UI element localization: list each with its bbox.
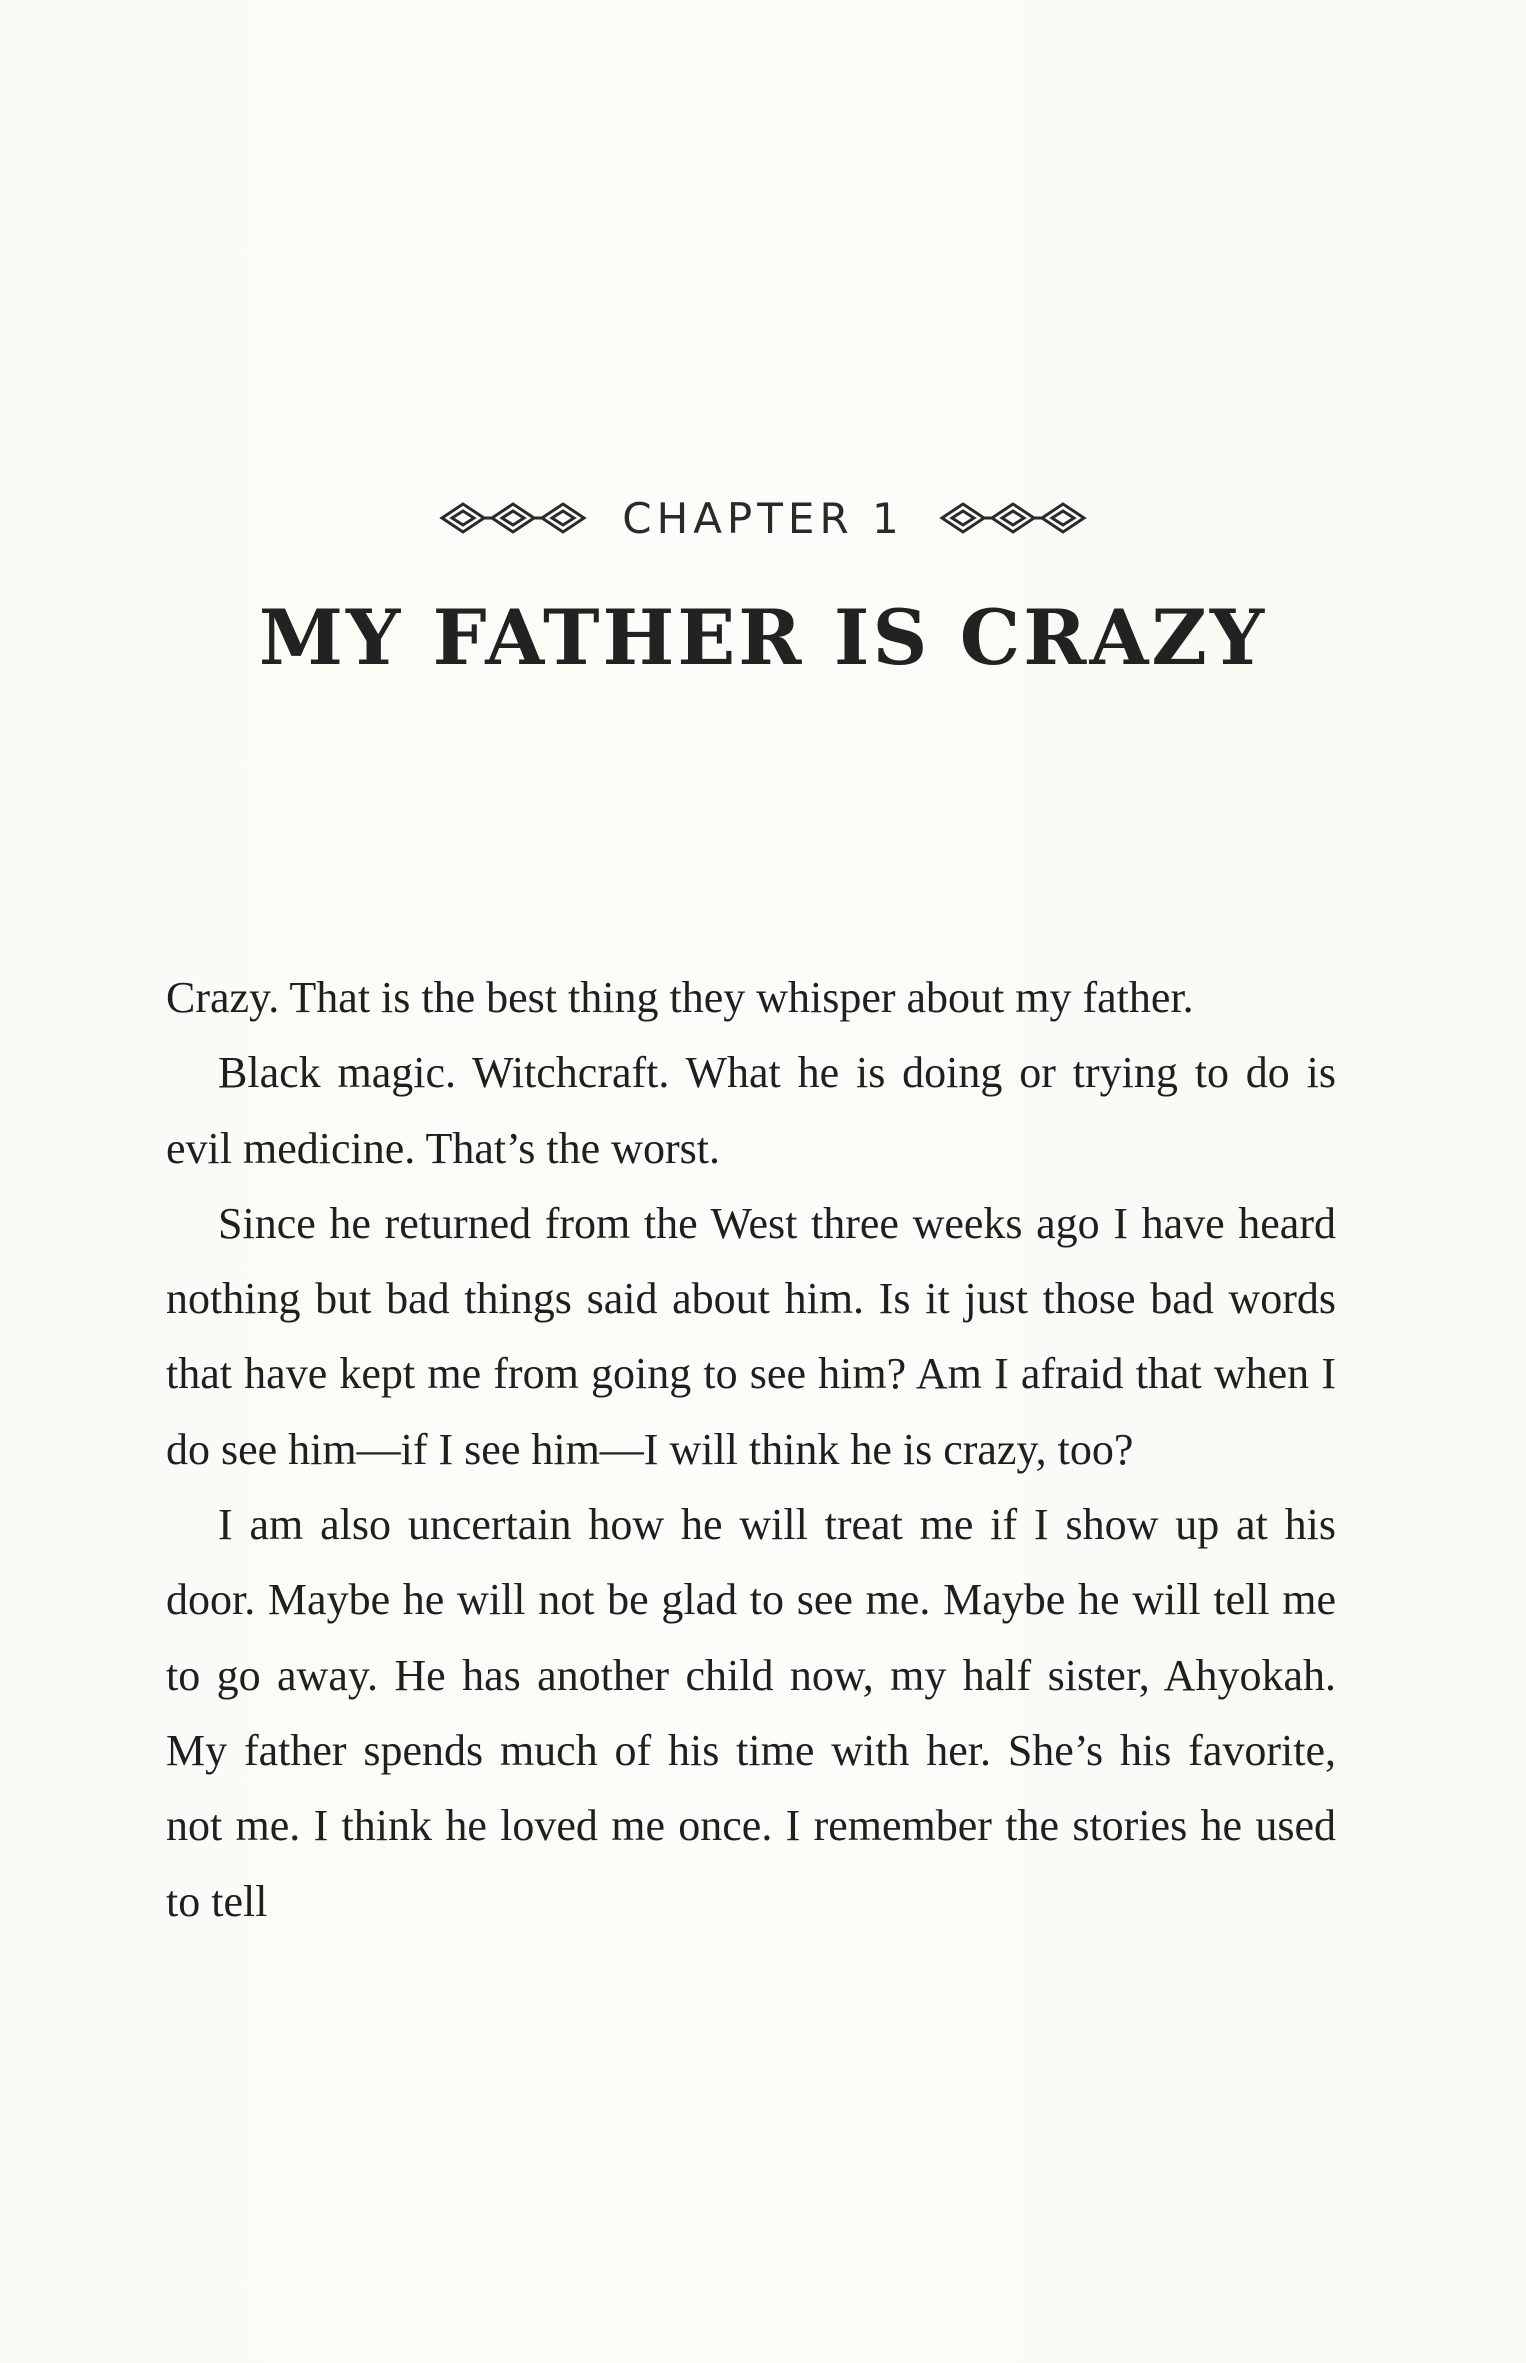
- diamond-ornament-right-icon: [938, 498, 1088, 538]
- chapter-label: CHAPTER 1: [622, 493, 904, 543]
- diamond-ornament-left-icon: [438, 498, 588, 538]
- paragraph-4: I am also uncertain how he will treat me if I show up at his door. Maybe he will not be glad to see me. Maybe he will tell me to go away. He has another child now, my half sister, Ahyokah. My father spends much of his time with her. She’s his favorite, not me. I think he loved me once. I remember the stories he used to tell: [166, 1500, 1336, 1926]
- paragraph-1: Crazy. That is the best thing they whisper about my father.: [166, 973, 1194, 1022]
- chapter-title: MY FATHER IS CRAZY: [258, 593, 1268, 682]
- paragraph-3: Since he returned from the West three weeks ago I have heard nothing but bad things said about him. Is it just those bad words that have kept me from going to see him? Am I afraid that when I do see him—if I see him—I will think he is crazy, too?: [166, 1198, 1336, 1474]
- chapter-body: [166, 960, 1336, 1939]
- paragraph-2: Black magic. Witchcraft. What he is doing or trying to do is evil medicine. That’s the worst.: [166, 1048, 1336, 1173]
- chapter-heading: [0, 488, 1526, 548]
